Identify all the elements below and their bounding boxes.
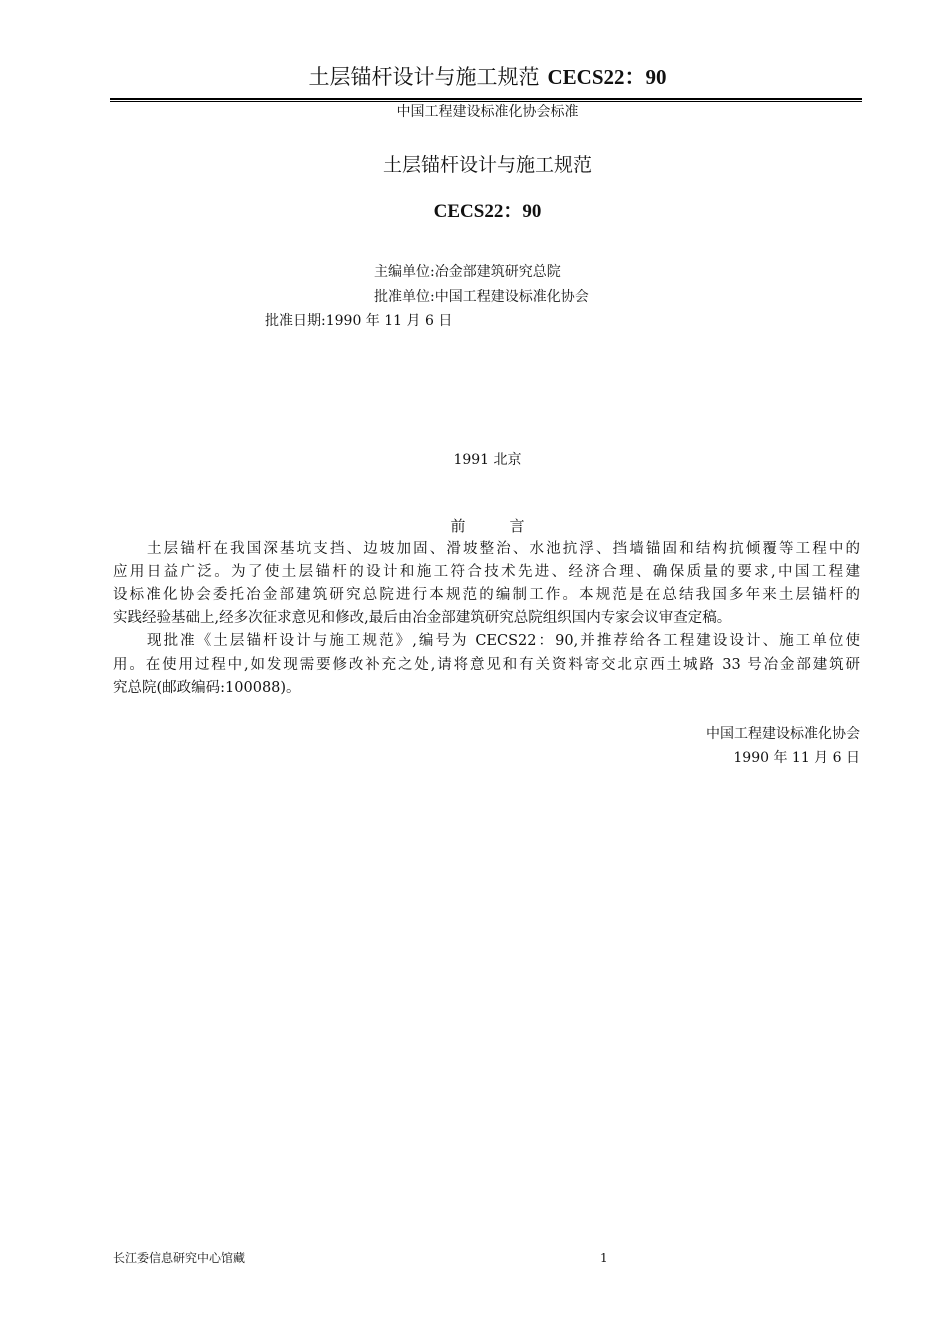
header-rule: [110, 98, 862, 100]
signature-organization: 中国工程建设标准化协会: [706, 726, 860, 742]
running-header-title: 土层锚杆设计与施工规范: [308, 65, 540, 89]
foreword-line: 土层锚杆在我国深基坑支挡、边坡加固、滑坡整治、水池抗浮、挡墙锚固和结构抗倾覆等工程中的: [147, 541, 860, 557]
foreword-heading: 前言: [450, 517, 569, 535]
approval-date: 批准日期:1990 年 11 月 6 日: [265, 313, 453, 329]
foreword-line: 设标准化协会委托冶金部建筑研究总院进行本规范的编制工作。本规范是在总结我国多年来土层锚杆的: [113, 587, 860, 603]
series-label: 中国工程建设标准化协会标准: [396, 104, 579, 120]
publication-place-year: 1991 北京: [453, 452, 522, 468]
foreword-line: 现批准《土层锚杆设计与施工规范》,编号为 CECS22：90,并推荐给各工程建设设计、施工单位使: [147, 633, 860, 649]
page-number: 1: [600, 1251, 608, 1265]
approving-unit: 批准单位:中国工程建设标准化协会: [374, 289, 589, 305]
chief-editor-unit: 主编单位:冶金部建筑研究总院: [374, 264, 561, 280]
foreword-line: 究总院(邮政编码:100088)。: [113, 680, 301, 696]
footer-collection-note: 长江委信息研究中心馆藏: [113, 1251, 246, 1265]
foreword-line: 应用日益广泛。为了使土层锚杆的设计和施工符合技术先进、经济合理、确保质量的要求,中国工程建: [113, 564, 860, 580]
foreword-line: 用。在使用过程中,如发现需要修改补充之处,请将意见和有关资料寄交北京西土城路 33 号冶金部建筑研: [113, 657, 860, 673]
document-code: CECS22：90: [433, 201, 542, 222]
running-header: [0, 62, 950, 92]
running-header-code: CECS22：90: [547, 65, 667, 89]
foreword-line: 实践经验基础上,经多次征求意见和修改,最后由冶金部建筑研究总院组织国内专家会议审查定稿。: [113, 610, 732, 626]
document-title: 土层锚杆设计与施工规范: [382, 154, 592, 176]
signature-date: 1990 年 11 月 6 日: [733, 750, 860, 766]
